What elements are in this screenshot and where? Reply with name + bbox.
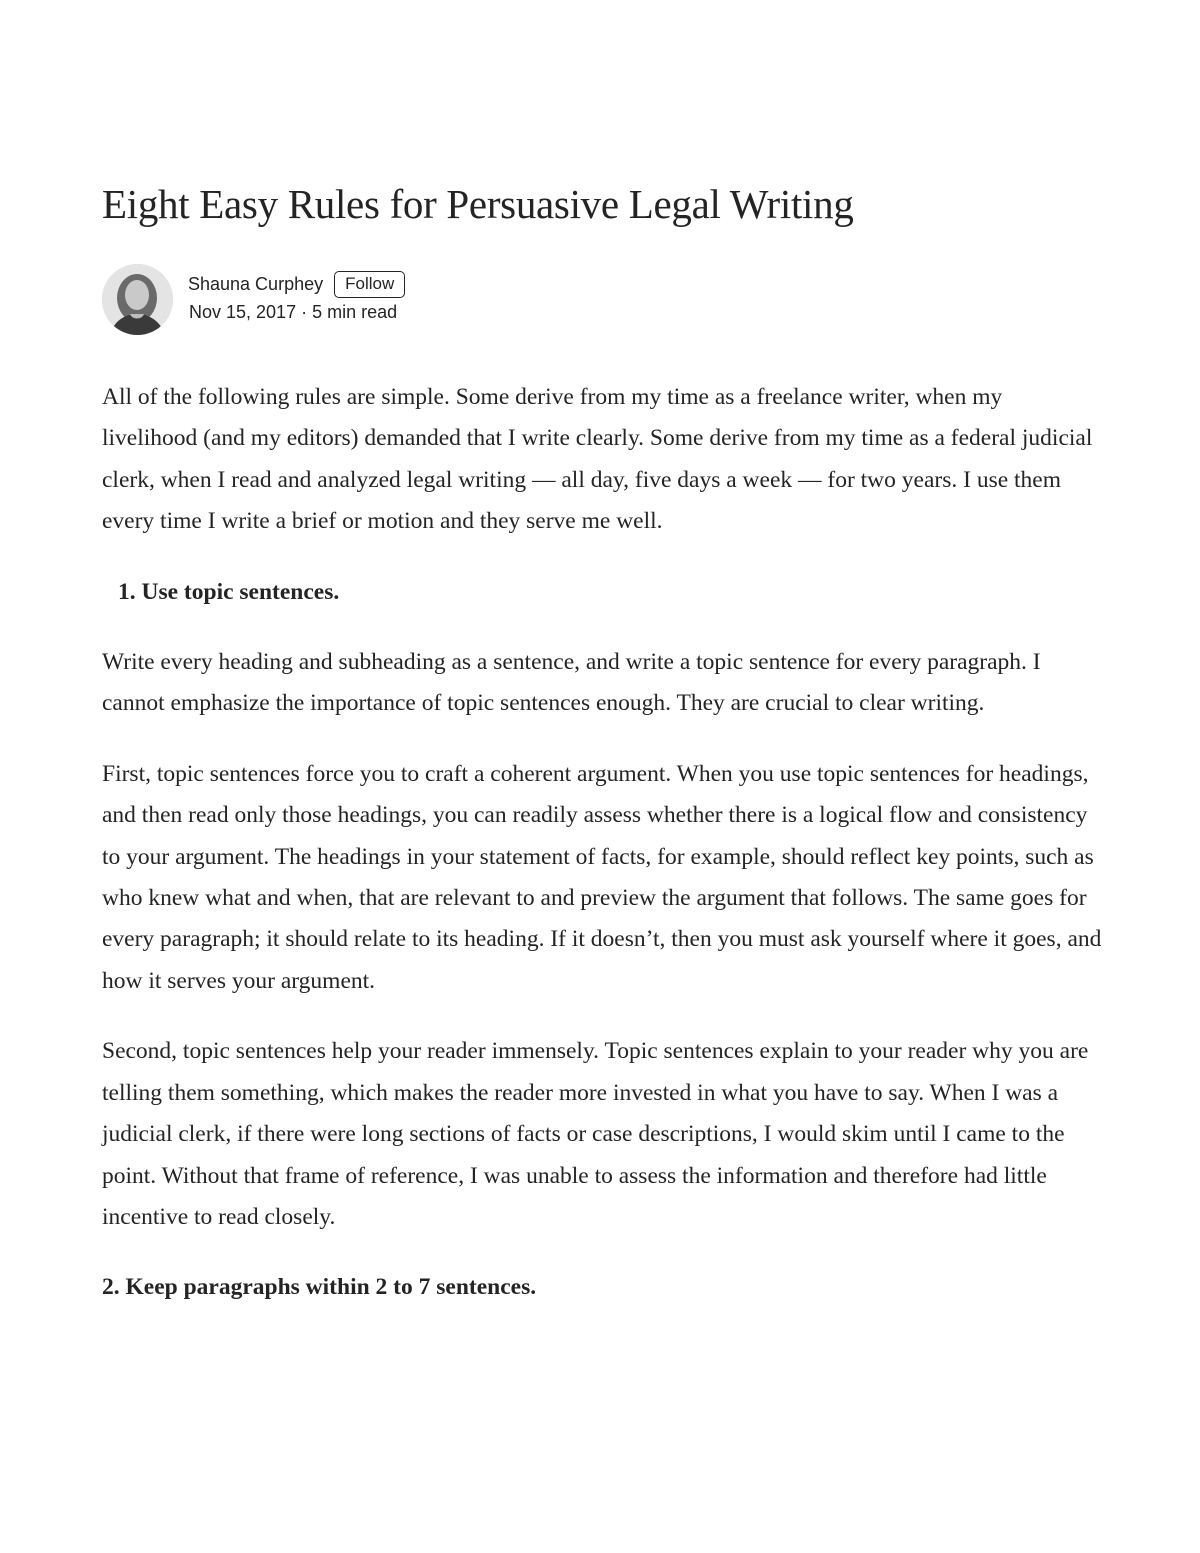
follow-button[interactable]: Follow xyxy=(334,271,405,298)
author-row xyxy=(188,269,405,299)
article-body xyxy=(102,377,1102,1309)
author-avatar[interactable] xyxy=(102,264,173,335)
section-heading-2: 2. Keep paragraphs within 2 to 7 sentences. xyxy=(102,1274,537,1301)
article xyxy=(102,176,1102,1301)
section-1-paragraph-2: First, topic sentences force you to craft a coherent argument. When you use topic sentences for headings, and then read only those headings, you can readily assess whether there is a logical flow and consistency to your argument. The headings in your statement of facts, for example, should reflect key points, such as who knew what and when, that are relevant to and preview the argument that follows. The same goes for every paragraph; it should relate to its heading. If it doesn’t, then you must ask yourself where it goes, and how it serves your argument. xyxy=(102,760,1102,994)
article-title: Eight Easy Rules for Persuasive Legal Writing xyxy=(102,181,854,227)
section-1-paragraph-3: Second, topic sentences help your reader immensely. Topic sentences explain to your reader why you are telling them something, which makes the reader more invested in what you have to say. When I was a judicial clerk, if there were long sections of facts or case descriptions, I would skim until I came to the point. Without that frame of reference, I was unable to assess the information and therefore had little incentive to read closely. xyxy=(102,1038,1089,1230)
meta-separator: · xyxy=(301,302,308,322)
byline xyxy=(102,264,702,336)
intro-paragraph: All of the following rules are simple. Some derive from my time as a freelance writer, when my livelihood (and my editors) demanded that I write clearly. Some derive from my time as a federal judicial clerk, when I read and analyzed legal writing — all day, five days a week — for two years. I use them every time I write a brief or motion and they serve me well. xyxy=(102,384,1093,535)
section-1-paragraph-1: Write every heading and subheading as a sentence, and write a topic sentence for every paragraph. I cannot emphasize the importance of topic sentences enough. They are crucial to clear writing. xyxy=(102,649,1041,717)
publish-date: Nov 15, 2017 xyxy=(189,302,297,322)
author-name[interactable]: Shauna Curphey xyxy=(188,273,324,294)
person-photo-icon xyxy=(102,264,173,335)
read-time: 5 min read xyxy=(312,302,398,322)
section-heading-1: 1. Use topic sentences. xyxy=(118,578,340,605)
post-meta xyxy=(189,302,397,323)
